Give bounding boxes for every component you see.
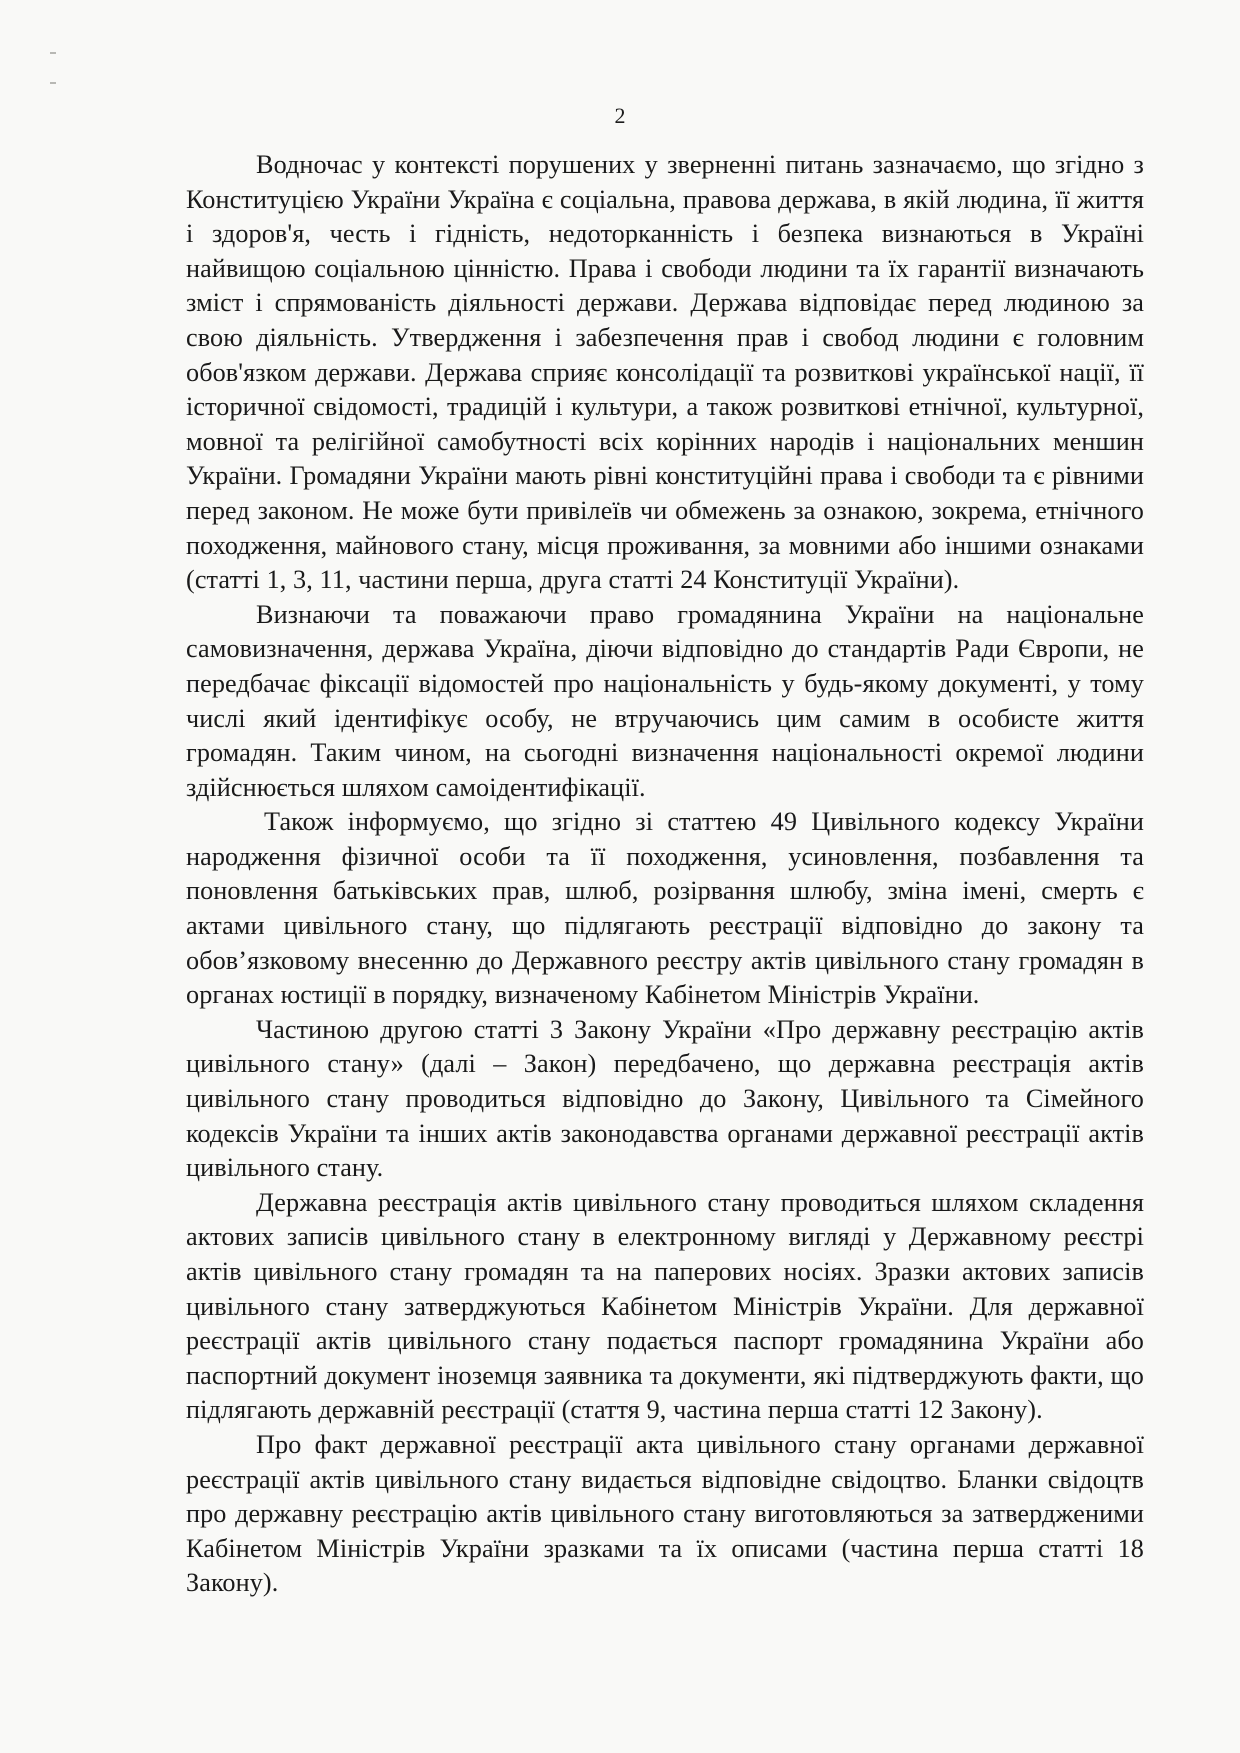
- paragraph: Частиною другою статті 3 Закону України «Про державну реєстрацію актів цивільного стану» (далі – Закон) передбачено, що державна реєстрація актів цивільного стану проводиться відповідно до Закону, Цивільного та Сімейного кодексів України та інших актів законодавства органами державної реєстрації актів цивільного стану.: [186, 1014, 1144, 1183]
- paragraph: Водночас у контексті порушених у зверненні питань зазначаємо, що згідно з Конституцією України Україна є соціальна, правова держава, в якій людина, її життя і здоров'я, честь і гідність, недоторканність і безпека визнаються в Україні найвищою соціальною цінністю. Права і свободи людини та їх гарантії визначають зміст і спрямованість діяльності держави. Держава відповідає перед людиною за свою діяльність. Утвердження і забезпечення прав і свобод людини є головним обов'язком держави. Держава сприяє консолідації та розвиткові української нації, її історичної свідомості, традицій і культури, а також розвиткові етнічної, культурної, мовної та релігійної самобутності всіх корінних народів і національних меншин України. Громадяни України мають рівні конституційні права і свободи та є рівними перед законом. Не може бути привілеїв чи обмежень за ознакою, зокрема, етнічного походження, майнового стану, місця проживання, за мовними або іншими ознаками (статті 1, 3, 11, частини перша, друга статті 24 Конституції України).: [186, 150, 1144, 595]
- paragraph: Державна реєстрація актів цивільного стану проводиться шляхом складення актових записів цивільного стану в електронному вигляді у Державному реєстрі актів цивільного стану громадян та на паперових носіях. Зразки актових записів цивільного стану затверджуються Кабінетом Міністрів України. Для державної реєстрації актів цивільного стану подається паспорт громадянина України або паспортний документ іноземця заявника та документи, які підтверджують факти, що підлягають державній реєстрації (стаття 9, частина перша статті 12 Закону).: [186, 1187, 1144, 1425]
- scan-edge-mark: [50, 82, 56, 84]
- paragraph: Про факт державної реєстрації акта цивільного стану органами державної реєстрації актів цивільного стану видається відповідне свідоцтво. Бланки свідоцтв про державну реєстрацію актів цивільного стану виготовляються за затвердженими Кабінетом Міністрів України зразками та їх описами (частина перша статті 18 Закону).: [186, 1429, 1144, 1598]
- page-number: 2: [614, 103, 626, 128]
- paragraph: Визнаючи та поважаючи право громадянина України на національне самовизначення, держава Україна, діючи відповідно до стандартів Ради Європи, не передбачає фіксації відомостей про національність у будь-якому документі, у тому числі який ідентифікує особу, не втручаючись цим самим в особисте життя громадян. Таким чином, на сьогодні визначення національності окремої людини здійснюється шляхом самоідентифікації.: [186, 599, 1144, 802]
- letter-body: [186, 148, 1144, 1601]
- scan-edge-mark: [50, 52, 56, 54]
- paragraph: Також інформуємо, що згідно зі статтею 49 Цивільного кодексу України народження фізичної особи та її походження, усиновлення, позбавлення та поновлення батьківських прав, шлюб, розірвання шлюбу, зміна імені, смерть є актами цивільного стану, що підлягають реєстрації відповідно до закону та обов’язковому внесенню до Державного реєстру актів цивільного стану громадян в органах юстиції в порядку, визначеному Кабінетом Міністрів України.: [186, 807, 1144, 1010]
